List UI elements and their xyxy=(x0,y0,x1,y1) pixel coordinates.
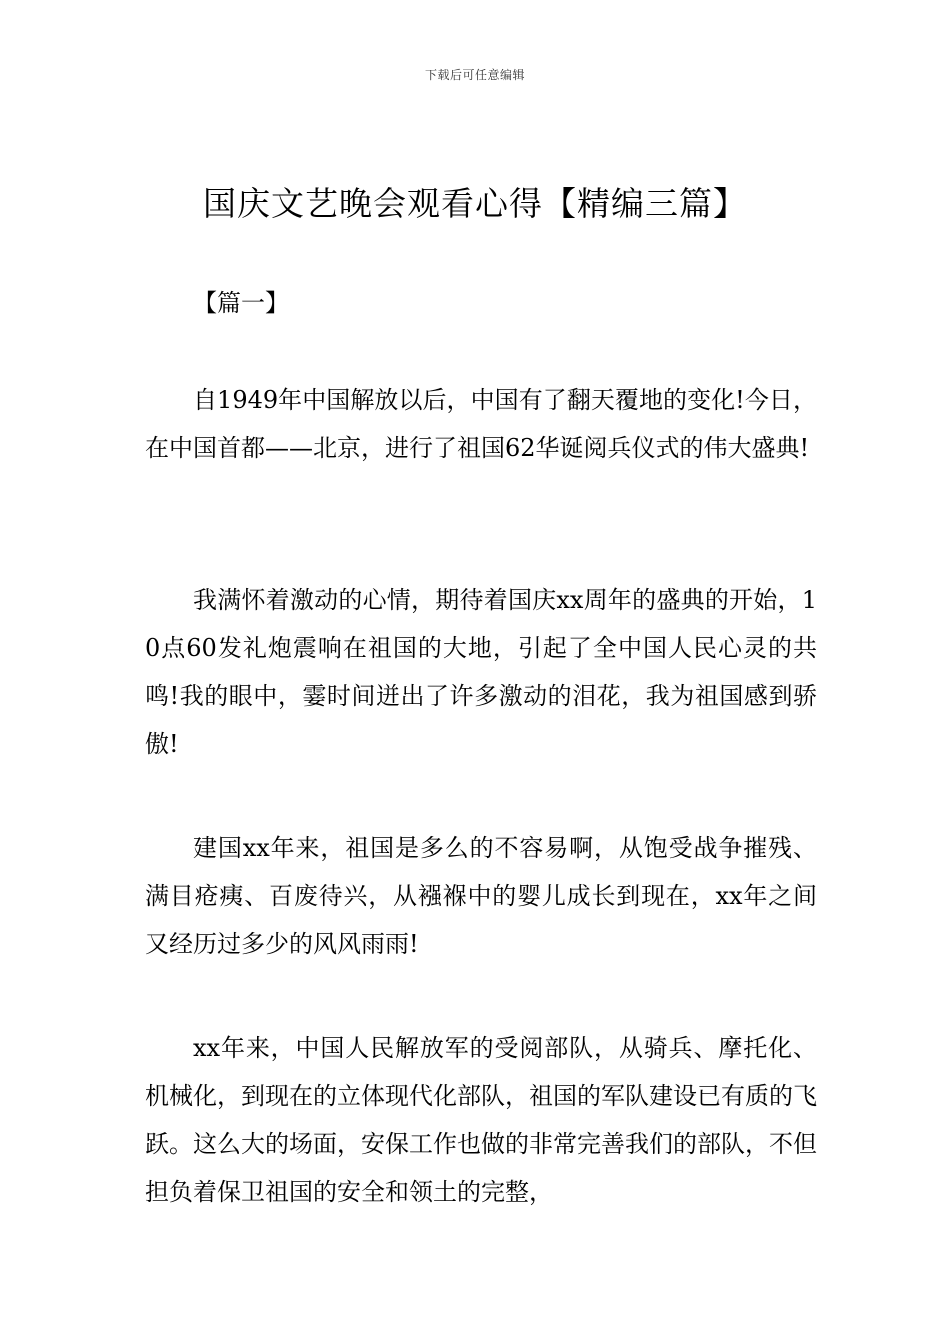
paragraph-2: 我满怀着激动的心情，期待着国庆xx周年的盛典的开始，10点60发礼炮震响在祖国的大地，引起了全中国人民心灵的共鸣!我的眼中，霎时间迸出了许多激动的泪花，我为祖国感到骄傲! xyxy=(145,586,817,758)
paragraph-1: 自1949年中国解放以后，中国有了翻天覆地的变化!今日，在中国首都——北京，进行了祖国62华诞阅兵仪式的伟大盛典! xyxy=(145,386,817,462)
header-note: 下载后可任意编辑 xyxy=(424,68,525,82)
paragraph-4: xx年来，中国人民解放军的受阅部队，从骑兵、摩托化、机械化，到现在的立体现代化部队，祖国的军队建设已有质的飞跃。这么大的场面，安保工作也做的非常完善我们的部队，不但担负着保卫祖国的安全和领土的完整， xyxy=(145,1034,817,1206)
section-heading: 【篇一】 xyxy=(193,289,289,317)
document-title: 国庆文艺晚会观看心得【精编三篇】 xyxy=(203,184,747,223)
paragraph-3: 建国xx年来，祖国是多么的不容易啊，从饱受战争摧残、满目疮痍、百废待兴，从襁褓中的婴儿成长到现在，xx年之间又经历过多少的风风雨雨! xyxy=(145,834,817,958)
